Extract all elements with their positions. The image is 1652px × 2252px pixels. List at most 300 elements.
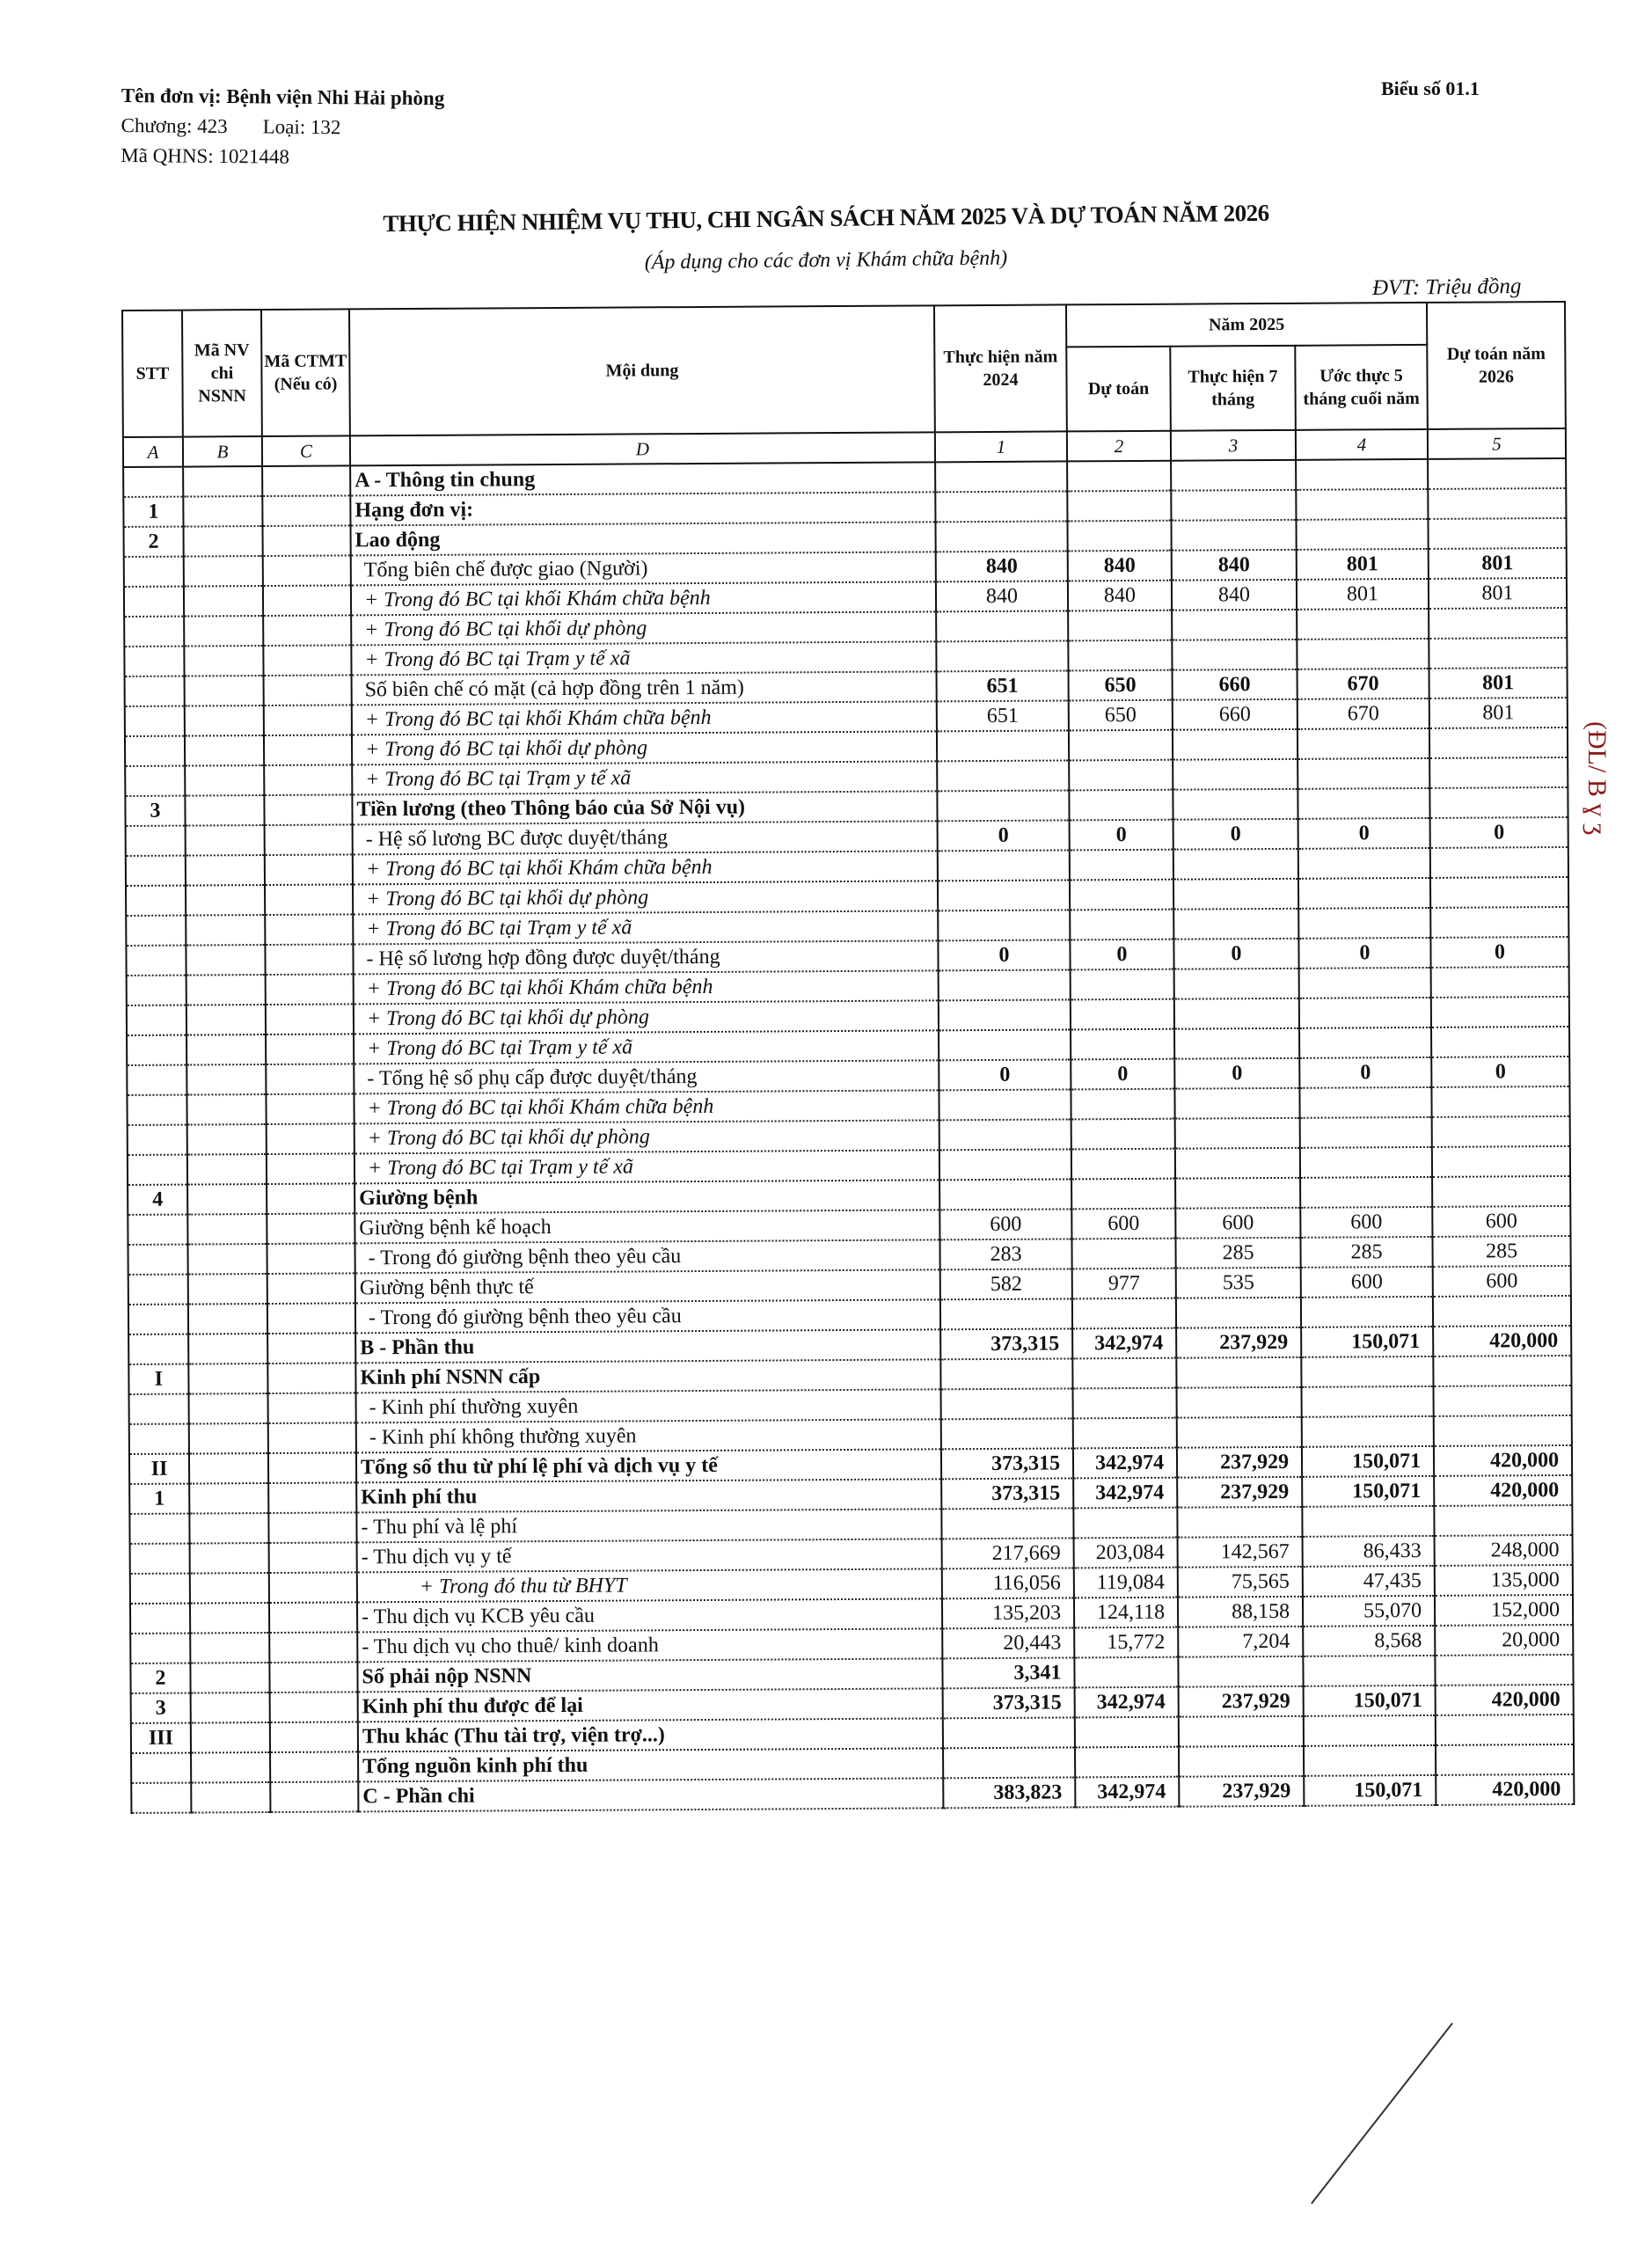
cell-actual-7-months [1173,849,1298,880]
cell-actual-2024 [937,730,1069,761]
budget-table-container [121,301,1573,1814]
cell-actual-7-months [1175,1148,1300,1179]
row-stt [126,826,186,856]
row-stt [125,736,185,766]
row-stt [131,1783,191,1813]
form-number: Biểu số 01.1 [1381,77,1480,99]
row-ma-nv [184,616,263,647]
row-content: - Thu dịch vụ cho thuê/ kinh doanh [357,1628,942,1662]
cell-actual-7-months: 237,929 [1177,1447,1302,1478]
cell-estimate-2025: 650 [1069,670,1173,701]
row-ma-ctmt [270,1722,358,1752]
cell-actual-2024 [935,461,1067,492]
cell-actual-7-months [1177,1387,1302,1418]
row-ma-ctmt [269,1662,357,1693]
cell-actual-2024 [935,521,1067,552]
cell-estimate-2026 [1433,1296,1571,1327]
cell-forecast-5-months [1298,878,1430,909]
cell-estimate-2026: 801 [1429,668,1568,698]
cell-estimate-2025 [1069,790,1173,821]
header-year-2025: Năm 2025 [1066,303,1427,347]
cell-actual-7-months [1177,1417,1302,1448]
cell-forecast-5-months [1300,1117,1432,1148]
cell-actual-2024 [939,969,1071,1000]
cell-actual-2024: 582 [940,1269,1072,1299]
qhns-code: Mã QHNS: 1021448 [121,143,290,168]
row-stt [123,467,183,497]
cell-actual-7-months [1173,879,1298,910]
row-ma-nv [189,1453,268,1484]
row-ma-ctmt [263,525,351,556]
cell-actual-2024 [938,880,1070,910]
row-ma-ctmt [263,645,351,676]
cell-actual-7-months: 285 [1175,1238,1300,1269]
row-ma-nv [190,1543,269,1574]
cell-actual-7-months: 535 [1176,1268,1301,1298]
row-content: Giường bệnh thực tế [355,1269,940,1303]
cell-actual-7-months: 0 [1174,1058,1299,1089]
cell-actual-2024: 0 [938,820,1070,851]
cell-actual-2024: 217,669 [942,1538,1074,1568]
row-stt [128,1334,188,1364]
header-stt: STT [122,311,183,437]
cell-actual-7-months: 142,567 [1178,1537,1303,1568]
row-ma-ctmt [265,944,353,975]
row-stt [127,1095,186,1125]
row-ma-nv [187,1184,267,1215]
cell-actual-2024 [943,1747,1075,1778]
cell-actual-7-months [1179,1746,1304,1777]
row-ma-nv [190,1573,269,1604]
cell-forecast-5-months [1299,1087,1431,1118]
row-ma-nv [189,1423,268,1454]
cell-forecast-5-months [1299,1027,1431,1058]
cell-estimate-2025 [1071,1239,1175,1269]
row-stt [127,1005,186,1035]
cell-forecast-5-months: 285 [1300,1237,1432,1268]
cell-actual-2024 [939,1119,1071,1150]
cell-estimate-2025 [1068,640,1172,671]
cell-actual-7-months [1178,1656,1303,1687]
row-content: Giường bệnh [355,1180,939,1213]
row-stt: 1 [129,1484,189,1514]
row-ma-ctmt [263,585,351,616]
cell-actual-2024: 373,315 [943,1687,1075,1718]
row-ma-nv [186,915,265,946]
row-stt [130,1634,190,1663]
cell-forecast-5-months: 600 [1301,1267,1433,1298]
row-content: + Trong đó BC tại Trạm y tế xã [351,641,936,675]
row-stt [129,1514,189,1544]
row-ma-ctmt [262,495,350,526]
row-ma-nv [186,975,266,1005]
cell-actual-7-months [1171,490,1296,521]
row-stt [128,1215,187,1245]
signature-stroke [1311,2022,1453,2204]
cell-estimate-2025: 0 [1070,820,1173,851]
header-ma-ctmt: Mã CTMT (Nếu có) [261,309,350,436]
cell-actual-2024: 0 [938,940,1070,970]
cell-forecast-5-months: 150,071 [1304,1775,1436,1806]
unit-of-measure: ĐVT: Triệu đồng [1371,274,1522,301]
row-ma-nv [190,1663,269,1693]
row-ma-nv [188,1274,267,1305]
row-stt [125,676,185,706]
cell-estimate-2025 [1075,1717,1179,1748]
cell-estimate-2025 [1069,730,1173,761]
type-code: Loại: 132 [262,115,341,139]
cell-forecast-5-months: 86,433 [1303,1536,1435,1567]
row-ma-ctmt [269,1572,357,1603]
cell-estimate-2025: 600 [1071,1209,1175,1239]
cell-forecast-5-months [1296,519,1428,550]
cell-forecast-5-months [1302,1386,1434,1417]
cell-actual-7-months: 840 [1172,550,1297,581]
row-ma-nv [188,1334,267,1364]
header-estimate-2025: Dự toán [1066,347,1171,432]
row-content: Số phải nộp NSNN [357,1658,942,1692]
cell-actual-7-months [1176,1298,1301,1328]
header-ma-nv: Mã NV chi NSNN [182,310,262,437]
row-ma-ctmt [267,1153,355,1184]
cell-forecast-5-months: 801 [1297,579,1429,610]
row-ma-ctmt [266,1093,354,1124]
header-actual-7-months: Thực hiện 7 tháng [1170,346,1296,431]
row-ma-ctmt [264,764,352,795]
cell-estimate-2026: 0 [1431,1057,1569,1087]
cell-estimate-2025 [1072,1358,1176,1389]
cell-forecast-5-months [1299,968,1431,998]
cell-estimate-2026: 0 [1430,817,1568,848]
cell-forecast-5-months: 0 [1299,1057,1431,1088]
cell-estimate-2025: 0 [1071,1059,1174,1090]
cell-forecast-5-months: 0 [1298,818,1430,849]
row-content: + Trong đó BC tại khối Khám chữa bệnh [354,1090,939,1123]
cell-actual-7-months [1171,460,1296,491]
row-ma-ctmt [270,1692,358,1722]
unit-info [121,81,444,173]
cell-estimate-2026 [1429,638,1567,669]
cell-estimate-2026 [1429,608,1567,639]
row-ma-ctmt [267,1183,355,1214]
cell-actual-2024: 373,315 [941,1448,1073,1479]
row-ma-nv [184,526,263,557]
row-content: B - Phần thu [355,1329,940,1363]
row-stt [128,1125,187,1155]
cell-estimate-2026 [1434,1386,1572,1416]
row-ma-nv [186,1064,266,1095]
row-ma-nv [184,646,263,676]
cell-actual-7-months: 237,929 [1176,1327,1301,1358]
row-stt [129,1394,189,1424]
cell-actual-2024 [939,1089,1071,1120]
row-stt [124,617,184,647]
cell-estimate-2026 [1432,1176,1570,1207]
index-b: B [183,436,262,467]
row-ma-ctmt [263,555,351,586]
row-stt: 4 [128,1185,187,1215]
cell-actual-7-months [1174,969,1299,999]
index-5: 5 [1428,428,1566,459]
row-content: + Trong đó BC tại khối Khám chữa bệnh [354,970,939,1004]
cell-estimate-2026: 420,000 [1436,1774,1574,1805]
row-ma-ctmt [270,1751,358,1782]
row-content: Thu khác (Thu tài trợ, viện trợ...) [358,1718,943,1751]
cell-actual-2024: 840 [936,551,1068,581]
cell-forecast-5-months: 150,071 [1302,1446,1434,1477]
row-stt [129,1424,189,1454]
row-content: - Kinh phí không thường xuyên [356,1419,941,1452]
cell-estimate-2025 [1071,1179,1175,1210]
margin-stamp-marks: (ĐL/ B ɣ ʒ [1583,721,1612,836]
row-content: Lao động [351,522,936,555]
row-ma-ctmt [266,1004,354,1035]
cell-estimate-2026: 0 [1430,937,1568,968]
row-ma-nv [189,1513,268,1544]
cell-estimate-2026: 600 [1433,1266,1571,1297]
chapter-code: Chương: 423 [121,113,228,138]
row-stt [126,856,186,886]
cell-actual-2024: 651 [937,700,1069,731]
cell-actual-2024 [941,1508,1073,1539]
cell-estimate-2025: 15,772 [1074,1627,1178,1658]
cell-actual-2024 [939,1029,1071,1060]
cell-estimate-2026: 801 [1429,578,1567,609]
row-content: Kinh phí thu được để lại [358,1688,943,1722]
cell-forecast-5-months [1296,489,1428,520]
cell-estimate-2025 [1068,611,1172,641]
row-ma-ctmt [263,615,351,646]
row-content: + Trong đó thu từ BHYT [357,1568,942,1602]
cell-estimate-2026 [1430,847,1568,878]
cell-estimate-2026 [1430,877,1568,908]
cell-forecast-5-months [1300,1177,1432,1208]
row-stt [127,1065,186,1095]
cell-forecast-5-months: 150,071 [1304,1685,1436,1716]
cell-actual-7-months [1175,1118,1300,1149]
cell-actual-7-months: 840 [1172,580,1297,611]
cell-estimate-2026 [1431,997,1569,1027]
cell-actual-7-months: 660 [1173,699,1297,730]
cell-estimate-2025: 342,974 [1073,1448,1177,1479]
row-content: - Thu dịch vụ y tế [357,1539,942,1572]
row-content: + Trong đó BC tại khối Khám chữa bệnh [353,851,938,884]
row-stt [126,916,186,946]
cell-actual-2024: 840 [936,581,1068,611]
row-content: - Hệ số lương BC được duyệt/tháng [353,821,938,854]
row-ma-ctmt [264,705,352,735]
row-content: + Trong đó BC tại Trạm y tế xã [353,910,938,944]
row-ma-nv [188,1304,267,1334]
cell-estimate-2025 [1074,1657,1178,1688]
row-stt [128,1305,188,1334]
cell-estimate-2025: 342,974 [1072,1328,1176,1359]
cell-actual-7-months: 0 [1173,939,1298,969]
row-content: Tiền lương (theo Thông báo của Sở Nội vụ) [352,791,937,824]
header-actual-2024: Thực hiện năm 2024 [934,304,1067,432]
cell-actual-7-months [1174,998,1299,1029]
cell-estimate-2025 [1070,880,1173,910]
cell-actual-7-months: 88,158 [1178,1597,1303,1627]
cell-actual-7-months [1174,1088,1299,1119]
row-ma-nv [189,1483,268,1514]
cell-estimate-2026: 420,000 [1436,1685,1574,1715]
cell-estimate-2025 [1073,1418,1177,1449]
cell-estimate-2026 [1431,1086,1569,1117]
cell-estimate-2025 [1071,1149,1175,1180]
cell-estimate-2026: 20,000 [1435,1625,1573,1656]
header-estimate-2026: Dự toán năm 2026 [1427,302,1566,429]
cell-forecast-5-months: 150,071 [1301,1327,1433,1357]
row-content: - Trong đó giường bệnh theo yêu cầu [355,1299,940,1333]
row-content: - Hệ số lương hợp đồng được duyệt/tháng [353,940,938,974]
row-stt [125,706,185,736]
cell-estimate-2025 [1067,491,1171,522]
cell-actual-7-months [1179,1716,1304,1747]
cell-actual-7-months: 237,929 [1179,1686,1304,1717]
cell-estimate-2026 [1432,1146,1570,1177]
cell-forecast-5-months: 600 [1300,1207,1432,1238]
row-ma-ctmt [265,914,353,945]
row-ma-ctmt [267,1123,355,1154]
index-c: C [262,435,350,466]
cell-estimate-2026: 135,000 [1435,1565,1573,1596]
row-stt [124,647,184,676]
cell-actual-7-months [1173,789,1297,820]
row-stt: 2 [130,1663,190,1693]
cell-estimate-2025: 119,084 [1074,1568,1178,1598]
row-content: + Trong đó BC tại khối Khám chữa bệnh [351,581,936,615]
cell-estimate-2025 [1067,521,1171,552]
cell-estimate-2025 [1071,1119,1175,1150]
cell-actual-7-months [1174,1028,1299,1059]
row-content: C - Phần chi [358,1778,943,1811]
row-stt [128,1245,187,1275]
cell-estimate-2025 [1072,1298,1176,1329]
cell-estimate-2026 [1433,1356,1571,1386]
cell-actual-7-months [1173,729,1297,760]
cell-forecast-5-months [1298,908,1430,939]
row-ma-ctmt [265,824,353,855]
cell-forecast-5-months: 55,070 [1303,1596,1435,1627]
cell-actual-2024 [939,999,1071,1030]
row-ma-nv [188,1364,267,1394]
row-content: + Trong đó BC tại khối dự phòng [351,611,936,645]
cell-estimate-2026: 801 [1429,698,1568,728]
cell-estimate-2025: 0 [1070,940,1173,970]
row-ma-nv [191,1782,270,1813]
row-ma-nv [185,676,264,706]
row-stt [130,1604,190,1634]
cell-estimate-2025 [1071,1089,1174,1120]
cell-forecast-5-months [1299,998,1431,1028]
cell-estimate-2026: 420,000 [1434,1445,1572,1476]
cell-actual-2024: 283 [939,1239,1071,1269]
cell-actual-2024 [940,1358,1072,1389]
row-ma-ctmt [269,1602,357,1633]
row-stt: III [131,1723,191,1753]
row-content: + Trong đó BC tại khối Khám chữa bệnh [352,701,937,735]
row-stt: 1 [123,497,183,527]
row-content: A - Thông tin chung [350,462,935,495]
cell-forecast-5-months [1303,1656,1435,1686]
cell-actual-7-months [1176,1357,1301,1388]
cell-estimate-2025: 840 [1068,551,1172,581]
cell-estimate-2026: 285 [1432,1236,1570,1267]
row-content: - Trong đó giường bệnh theo yêu cầu [355,1239,939,1273]
cell-estimate-2025: 650 [1069,700,1173,731]
cell-actual-7-months: 600 [1175,1208,1300,1239]
cell-forecast-5-months [1304,1715,1436,1746]
cell-actual-2024 [939,1179,1071,1210]
cell-forecast-5-months [1298,848,1430,879]
cell-estimate-2026: 248,000 [1435,1535,1573,1566]
cell-forecast-5-months [1297,788,1429,819]
row-ma-ctmt [268,1422,356,1453]
row-ma-ctmt [267,1243,355,1274]
cell-estimate-2025: 840 [1068,581,1172,611]
cell-actual-7-months: 7,204 [1178,1627,1303,1657]
row-ma-nv [185,706,264,736]
cell-estimate-2026: 152,000 [1435,1595,1573,1626]
row-stt: 3 [125,796,185,826]
cell-actual-7-months: 237,929 [1179,1776,1304,1807]
cell-estimate-2025: 342,974 [1075,1777,1179,1808]
row-ma-ctmt [264,735,352,765]
row-ma-ctmt [267,1273,355,1304]
row-content: Hạng đơn vị: [350,492,935,525]
cell-actual-2024: 3,341 [942,1657,1074,1688]
cell-actual-2024 [936,640,1068,671]
row-content: - Thu phí và lệ phí [356,1509,941,1542]
cell-forecast-5-months: 670 [1297,698,1429,729]
cell-estimate-2025: 203,084 [1074,1538,1178,1568]
cell-actual-2024: 383,823 [943,1777,1075,1808]
row-content: + Trong đó BC tại Trạm y tế xã [355,1150,939,1183]
cell-estimate-2025 [1071,969,1174,1000]
cell-estimate-2025: 124,118 [1074,1598,1178,1628]
cell-actual-2024: 135,203 [942,1598,1074,1628]
row-ma-nv [184,556,263,587]
cell-estimate-2026 [1434,1505,1572,1536]
row-ma-ctmt [269,1542,357,1573]
cell-actual-7-months [1172,610,1297,640]
row-ma-ctmt [264,794,352,825]
cell-estimate-2026 [1434,1415,1572,1446]
table-body [123,458,1574,1813]
index-3: 3 [1171,430,1296,461]
row-stt [126,946,186,976]
row-content: Giường bệnh kế hoạch [355,1210,939,1243]
row-stt: 3 [131,1693,191,1723]
cell-forecast-5-months [1301,1356,1433,1387]
row-content: Kinh phí NSNN cấp [355,1359,940,1393]
cell-actual-2024 [940,1298,1072,1329]
row-stt [130,1544,190,1574]
cell-forecast-5-months [1296,459,1428,490]
row-ma-ctmt [268,1482,356,1513]
row-stt [124,587,184,617]
row-ma-nv [186,855,265,886]
row-ma-ctmt [265,854,353,885]
budget-table [121,301,1575,1814]
cell-forecast-5-months [1300,1147,1432,1178]
cell-estimate-2026 [1429,757,1568,788]
row-ma-nv [186,885,265,916]
row-ma-nv [184,586,263,617]
cell-estimate-2025 [1070,850,1173,881]
row-stt [128,1275,188,1305]
